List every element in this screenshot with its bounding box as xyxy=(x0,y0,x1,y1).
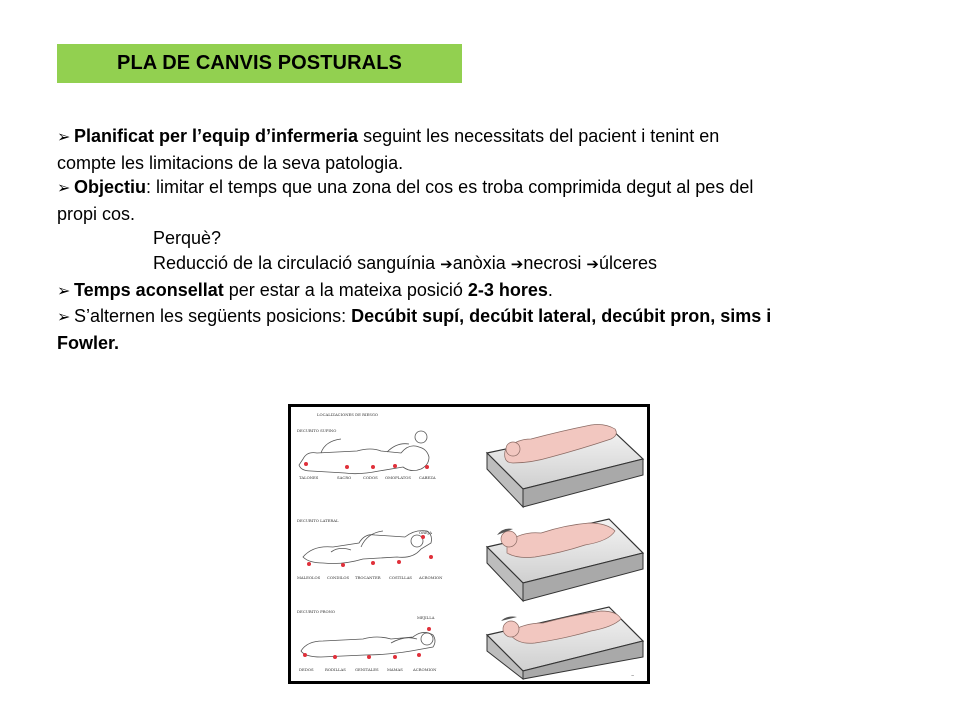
page-title: PLA DE CANVIS POSTURALS xyxy=(117,52,402,74)
bullet-text: . xyxy=(547,279,553,300)
bullet-bold-text: Objectiu xyxy=(74,177,147,198)
positions-list: Fowler. xyxy=(57,332,120,353)
arrow-right-icon: ➔ xyxy=(586,255,599,273)
site-label: COSTILLAS xyxy=(389,575,413,580)
why-question: Perquè? xyxy=(153,228,222,249)
chain-step: Reducció de la circulació sanguínia xyxy=(153,252,441,273)
site-label: OMOPLATOS xyxy=(385,475,411,480)
panel-label: DECUBITO PRONO xyxy=(297,609,336,614)
mattress-lateral xyxy=(487,519,643,601)
site-label: TROCANTER xyxy=(355,575,381,580)
site-label: MEJILLA xyxy=(417,615,435,620)
lateral-figure xyxy=(303,531,432,564)
arrow-bullet-icon: ➢ xyxy=(57,309,71,327)
site-label: ACROMION xyxy=(419,575,443,580)
arrow-right-icon: ➔ xyxy=(510,255,524,273)
arrow-right-icon: ➔ xyxy=(440,255,453,273)
site-label: OREJA xyxy=(419,530,433,535)
content-text xyxy=(57,124,917,355)
supine-figure xyxy=(299,431,429,474)
mattress-prone xyxy=(487,607,643,679)
site-label: CABEZA xyxy=(419,475,436,480)
bullet-objectiu xyxy=(57,175,917,202)
site-label: SACRO xyxy=(337,475,352,480)
hours-value: 2-3 hores xyxy=(467,279,548,300)
bullet-text: per estar a la mateixa posició xyxy=(223,279,468,300)
chain-step: necrosi xyxy=(523,252,587,273)
site-label: TALONES xyxy=(299,475,319,480)
artist-signature: ~ xyxy=(631,673,635,678)
bullet-text: S’alternen les següents posicions: xyxy=(74,306,352,327)
site-label: MALEOLOS xyxy=(297,575,321,580)
bullet-bold-text: Planificat per l’equip d’infermeria xyxy=(74,126,359,146)
mattress-supine xyxy=(487,425,643,508)
pressure-points-illustration xyxy=(291,407,647,681)
title-banner xyxy=(57,44,462,83)
why-chain xyxy=(57,251,917,278)
site-label: MAMAS xyxy=(387,667,403,672)
bullet-objectiu-cont: propi cos. xyxy=(57,203,136,224)
arrow-bullet-icon: ➢ xyxy=(57,180,71,198)
bullet-text: : limitar el temps que una zona del cos es troba comprimida degut al pes del xyxy=(146,177,754,198)
pressure-points-figure xyxy=(288,404,650,684)
bullet-posicions-cont xyxy=(57,331,917,356)
bullet-text: seguint les necessitats del pacient i tenint en xyxy=(358,126,720,146)
bullet-bold-text: Temps aconsellat xyxy=(74,279,224,300)
pressure-dots xyxy=(304,462,429,469)
chain-step: anòxia xyxy=(452,252,511,273)
pressure-dots xyxy=(307,535,433,567)
prone-figure xyxy=(301,632,435,657)
site-label: ACROMION xyxy=(413,667,437,672)
site-label: CODOS xyxy=(363,475,378,480)
chain-step: úlceres xyxy=(598,252,658,273)
site-label: DEDOS xyxy=(299,667,314,672)
panel-label: DECUBITO SUPINO xyxy=(297,428,337,433)
bullet-planificat-cont: compte les limitacions de la seva patologia. xyxy=(57,152,404,173)
pressure-dots xyxy=(303,627,431,659)
panel-label: DECUBITO LATERAL xyxy=(297,518,339,523)
figure-header: LOCALIZACIONES DE RIESGO xyxy=(317,412,379,417)
arrow-bullet-icon: ➢ xyxy=(57,129,71,146)
positions-list: Decúbit supí, decúbit lateral, decúbit pron, sims i xyxy=(351,306,772,327)
site-label: CONDILOS xyxy=(327,575,350,580)
site-label: RODILLAS xyxy=(325,667,346,672)
site-label: GENITALES xyxy=(355,667,379,672)
arrow-bullet-icon: ➢ xyxy=(57,282,71,300)
bullet-temps xyxy=(57,278,917,305)
bullet-posicions xyxy=(57,304,917,331)
bullet-planificat xyxy=(57,124,917,151)
